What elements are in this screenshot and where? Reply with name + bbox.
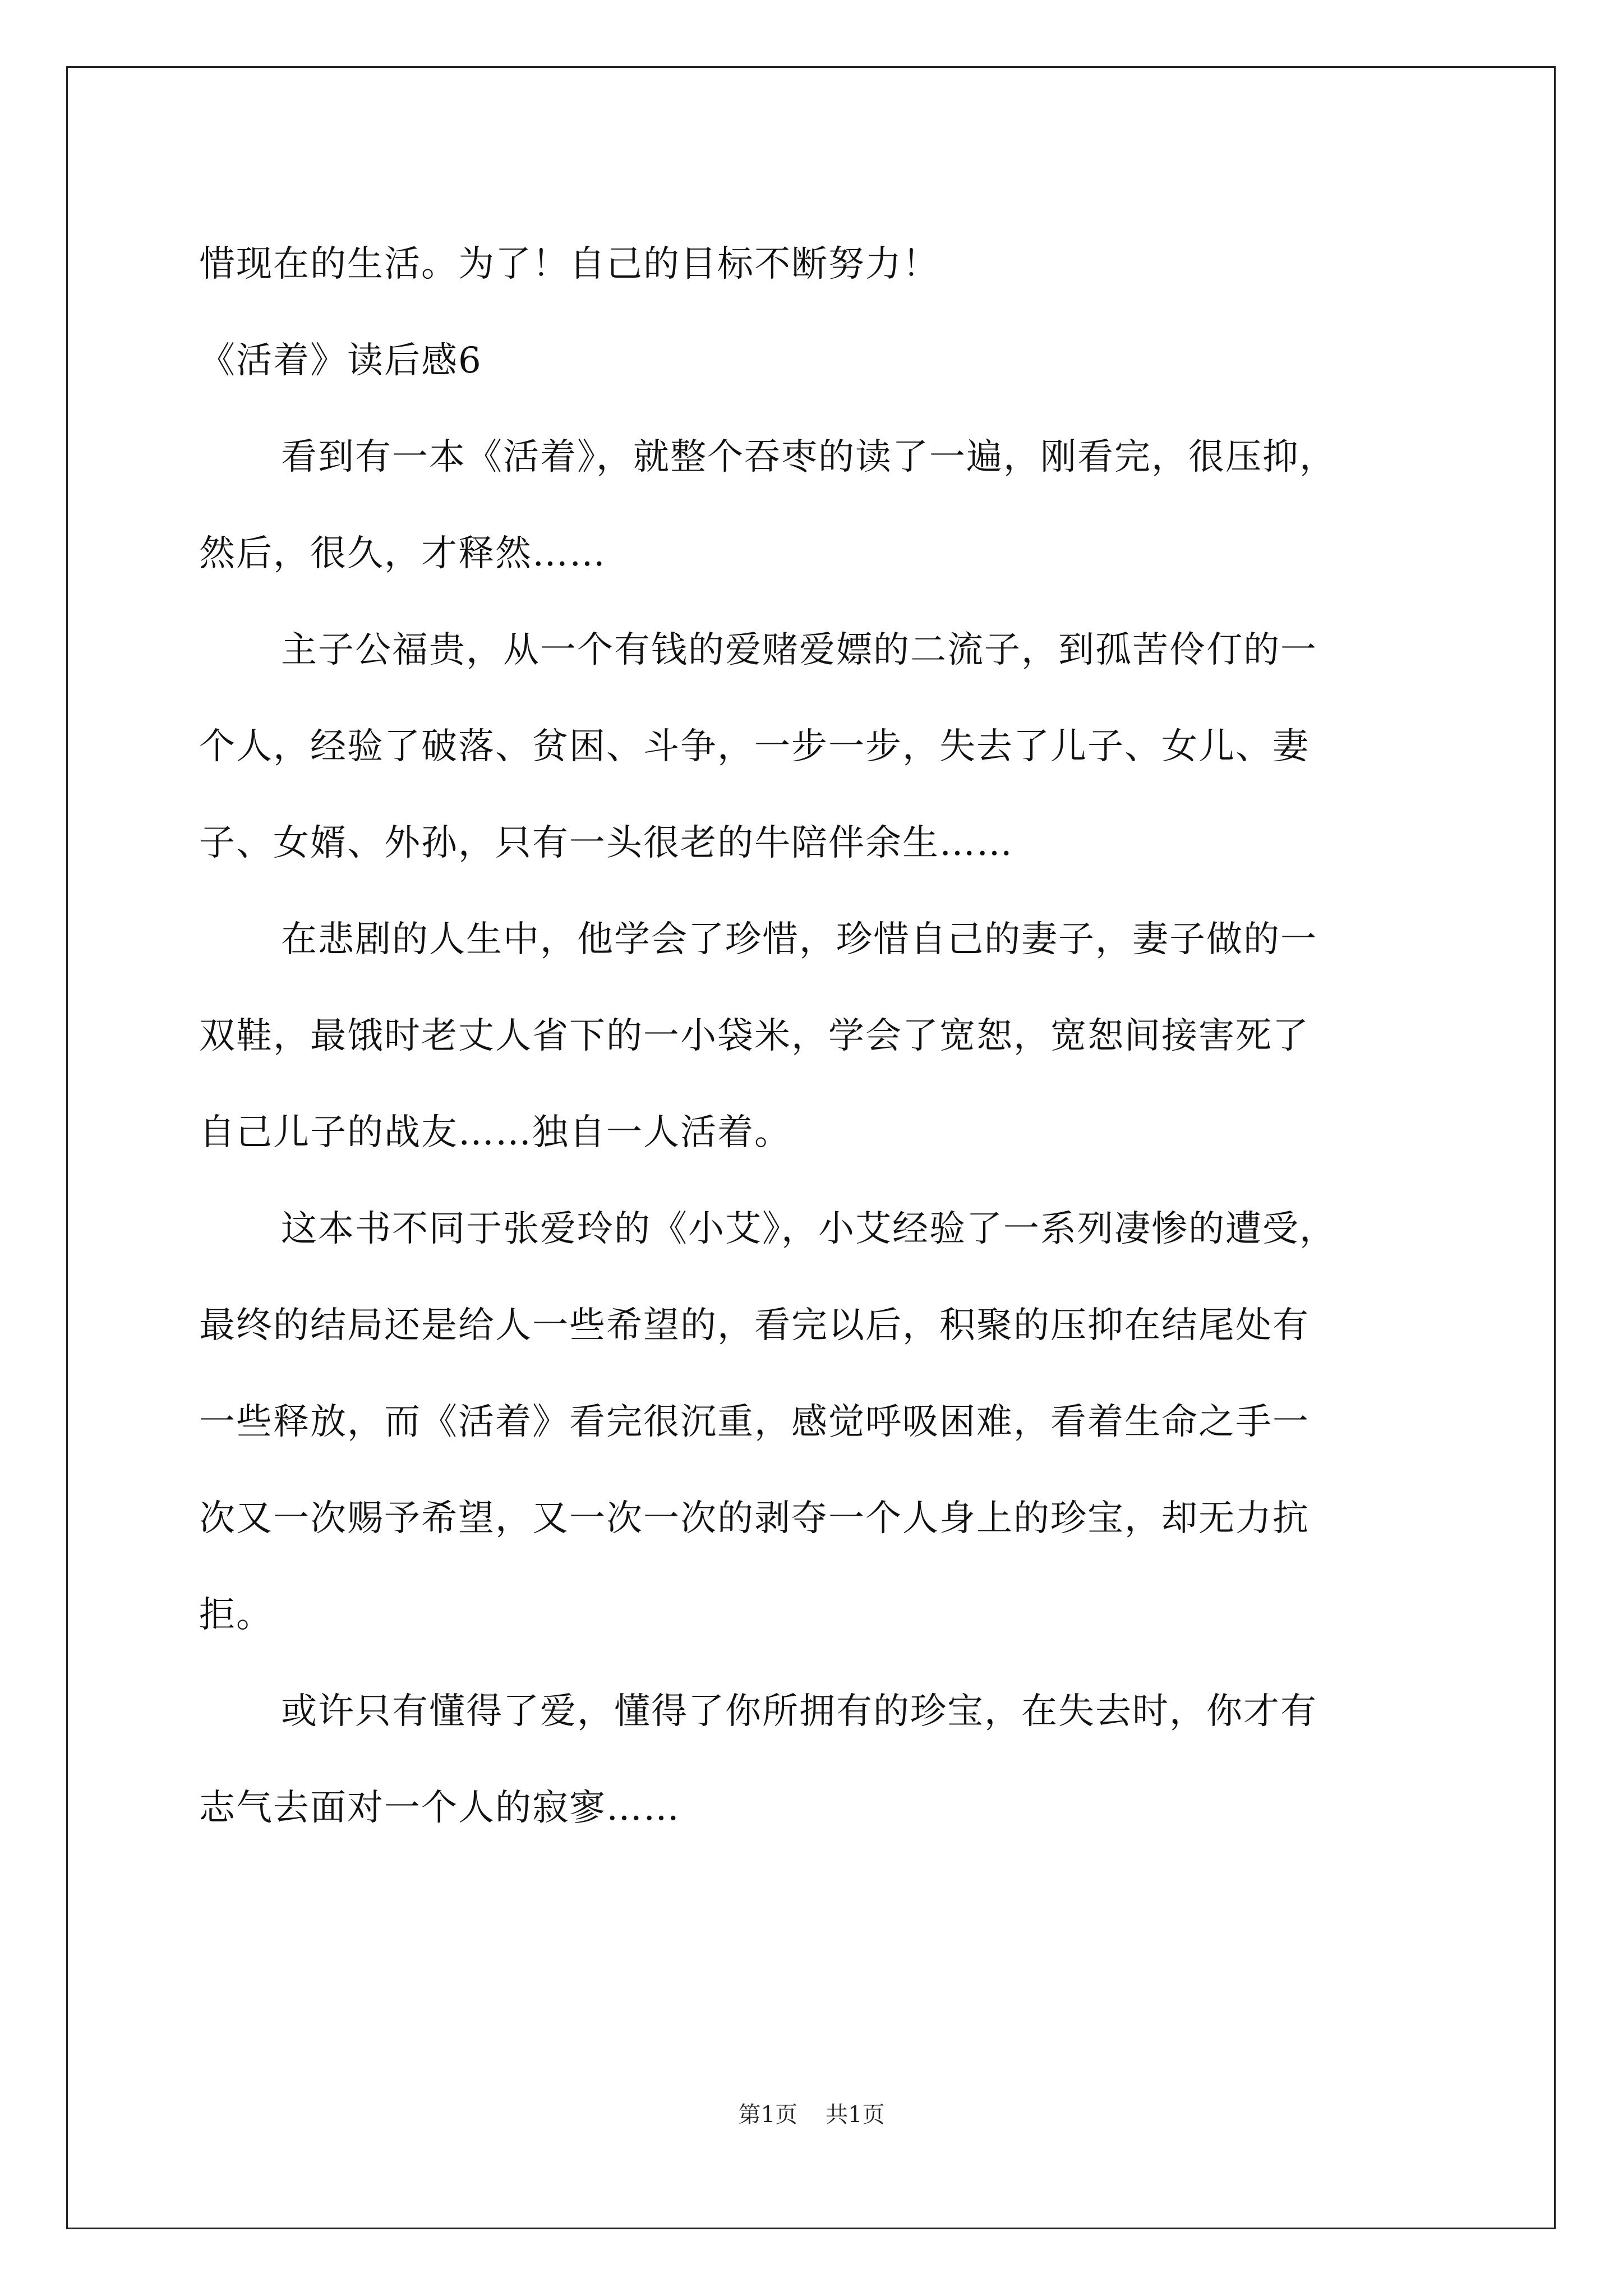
paragraph-line: 这本书不同于张爱玲的《小艾》，小艾经验了一系列凄惨的遭受，	[281, 1208, 1336, 1250]
paragraph-line: 一些释放，而《活着》看完很沉重，感觉呼吸困难，看着生命之手一	[199, 1401, 1310, 1443]
paragraph-line: 双鞋，最饿时老丈人省下的一小袋米，学会了宽恕，宽恕间接害死了	[199, 1015, 1310, 1057]
paragraph-line: 看到有一本《活着》，就整个吞枣的读了一遍，刚看完，很压抑，	[281, 436, 1336, 478]
document-body	[199, 216, 1461, 1856]
page-number: 第1页	[738, 2102, 797, 2128]
section-heading: 《活着》读后感6	[199, 340, 482, 381]
paragraph-line: 惜现在的生活。为了！自己的目标不断努力！	[199, 243, 939, 285]
paragraph-line: 个人，经验了破落、贫困、斗争，一步一步，失去了儿子、女儿、妻	[199, 726, 1310, 767]
paragraph-line: 自己儿子的战友……独自一人活着。	[199, 1112, 791, 1153]
paragraph-line: 最终的结局还是给人一些希望的，看完以后，积聚的压抑在结尾处有	[199, 1305, 1310, 1346]
paragraph-line: 或许只有懂得了爱，懂得了你所拥有的珍宝，在失去时，你才有	[281, 1691, 1317, 1732]
paragraph-line: 主子公福贵，从一个有钱的爱赌爱嫖的二流子，到孤苦伶仃的一	[281, 629, 1317, 671]
page-total: 共1页	[826, 2102, 885, 2128]
paragraph-line: 在悲剧的人生中，他学会了珍惜，珍惜自己的妻子，妻子做的一	[281, 919, 1317, 960]
paragraph-line: 次又一次赐予希望，又一次一次的剥夺一个人身上的珍宝，却无力抗	[199, 1498, 1310, 1539]
paragraph-line: 拒。	[199, 1594, 273, 1636]
paragraph-line: 子、女婿、外孙，只有一头很老的牛陪伴余生……	[199, 822, 1013, 864]
page-footer	[0, 2098, 1623, 2132]
paragraph-line: 志气去面对一个人的寂寥……	[199, 1787, 680, 1829]
paragraph-line: 然后，很久，才释然……	[199, 533, 606, 574]
